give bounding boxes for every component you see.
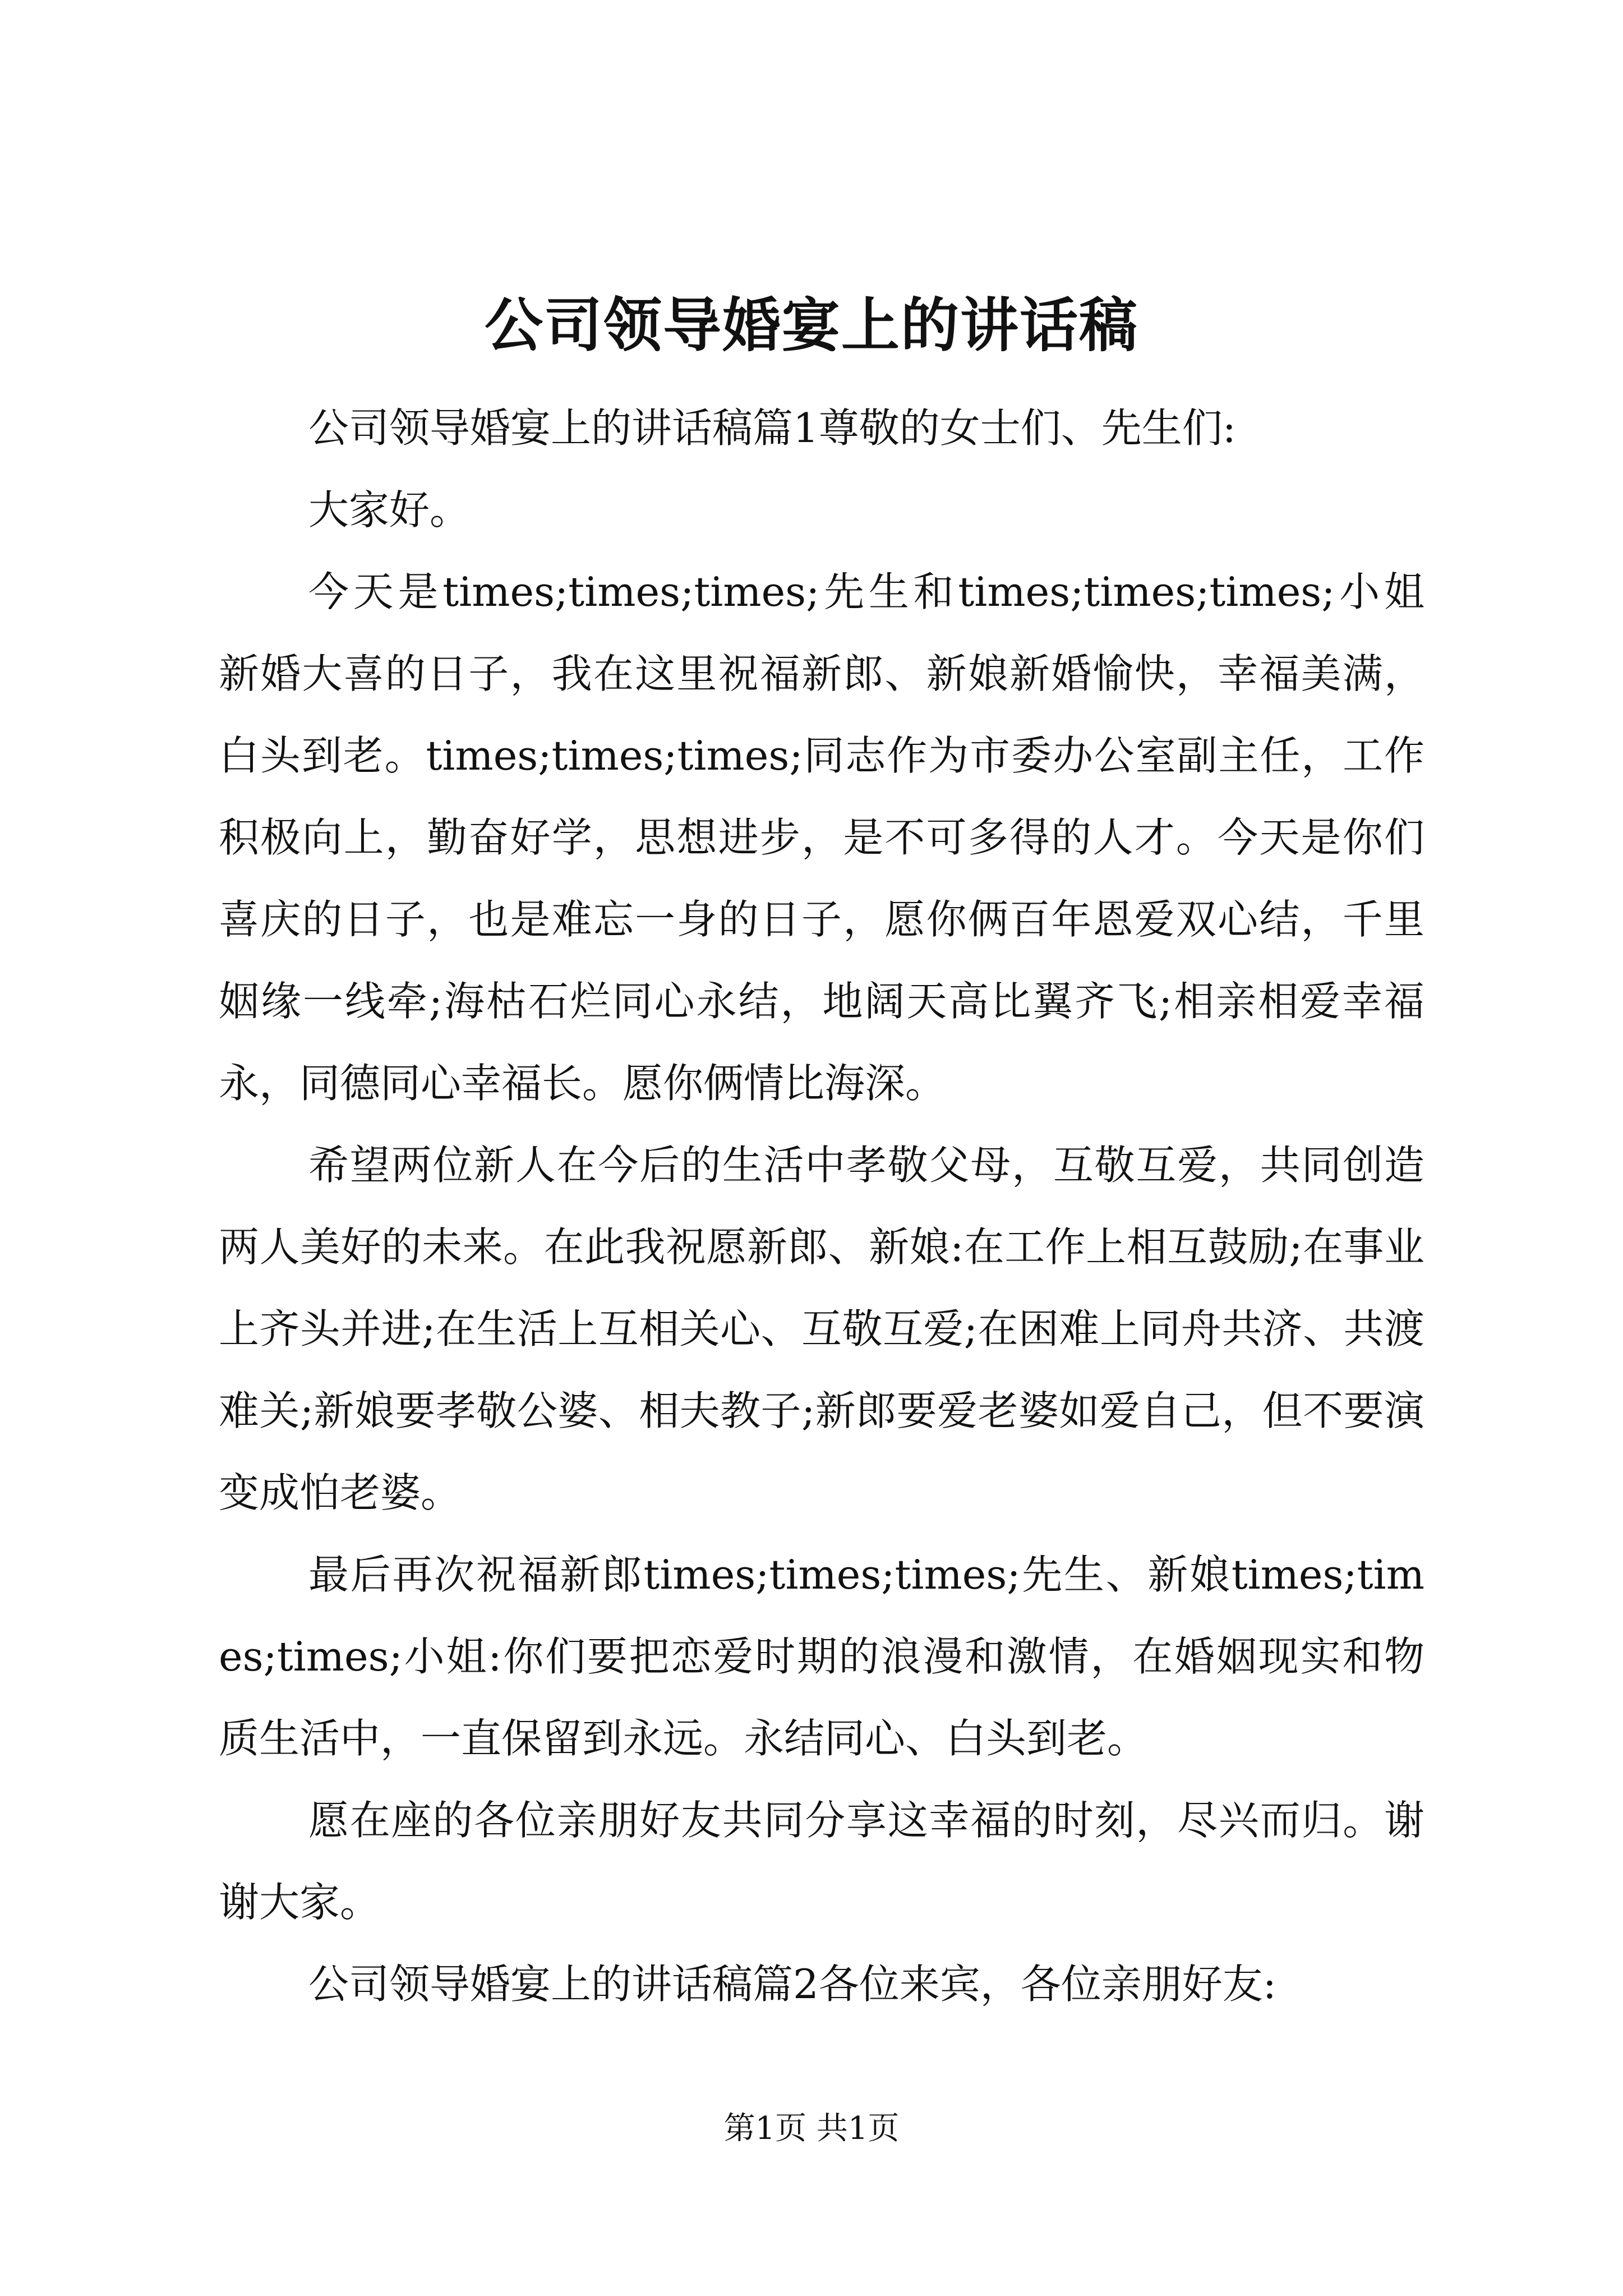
- document-body: [219, 387, 1424, 2025]
- paragraph-7: 公司领导婚宴上的讲话稿篇2各位来宾，各位亲朋好友:: [308, 1961, 1277, 2008]
- paragraph-2: 大家好。: [308, 486, 471, 533]
- paragraph-4: 希望两位新人在今后的生活中孝敬父母，互敬互爱，共同创造两人美好的未来。在此我祝愿新郎、新娘:在工作上相互鼓励;在事业上齐头并进;在生活上互相关心、互敬互爱;在困难上同舟共济、共渡难关;新娘要孝敬公婆、相夫教子;新郎要爱老婆如爱自己，但不要演变成怕老婆。: [219, 1142, 1424, 1516]
- paragraph-3: 今天是times;times;times;先生和times;times;times;小姐新婚大喜的日子，我在这里祝福新郎、新娘新婚愉快，幸福美满，白头到老。times;times;times;同志作为市委办公室副主任，工作积极向上，勤奋好学，思想进步，是不可多得的人才。今天是你们喜庆的日子，也是难忘一身的日子，愿你俩百年恩爱双心结，千里姻缘一线牵;海枯石烂同心永结，地阔天高比翼齐飞;相亲相爱幸福永，同德同心幸福长。愿你俩情比海深。: [219, 568, 1424, 1107]
- page-footer: 第1页 共1页: [723, 2110, 900, 2147]
- paragraph-5: 最后再次祝福新郎times;times;times;先生、新娘times;times;times;小姐:你们要把恋爱时期的浪漫和激情，在婚姻现实和物质生活中，一直保留到永远。永结同心、白头到老。: [219, 1551, 1424, 1762]
- paragraph-6: 愿在座的各位亲朋好友共同分享这幸福的时刻，尽兴而归。谢谢大家。: [219, 1797, 1424, 1926]
- paragraph-1: 公司领导婚宴上的讲话稿篇1尊敬的女士们、先生们:: [308, 404, 1237, 452]
- document-title: 公司领导婚宴上的讲话稿: [484, 291, 1138, 360]
